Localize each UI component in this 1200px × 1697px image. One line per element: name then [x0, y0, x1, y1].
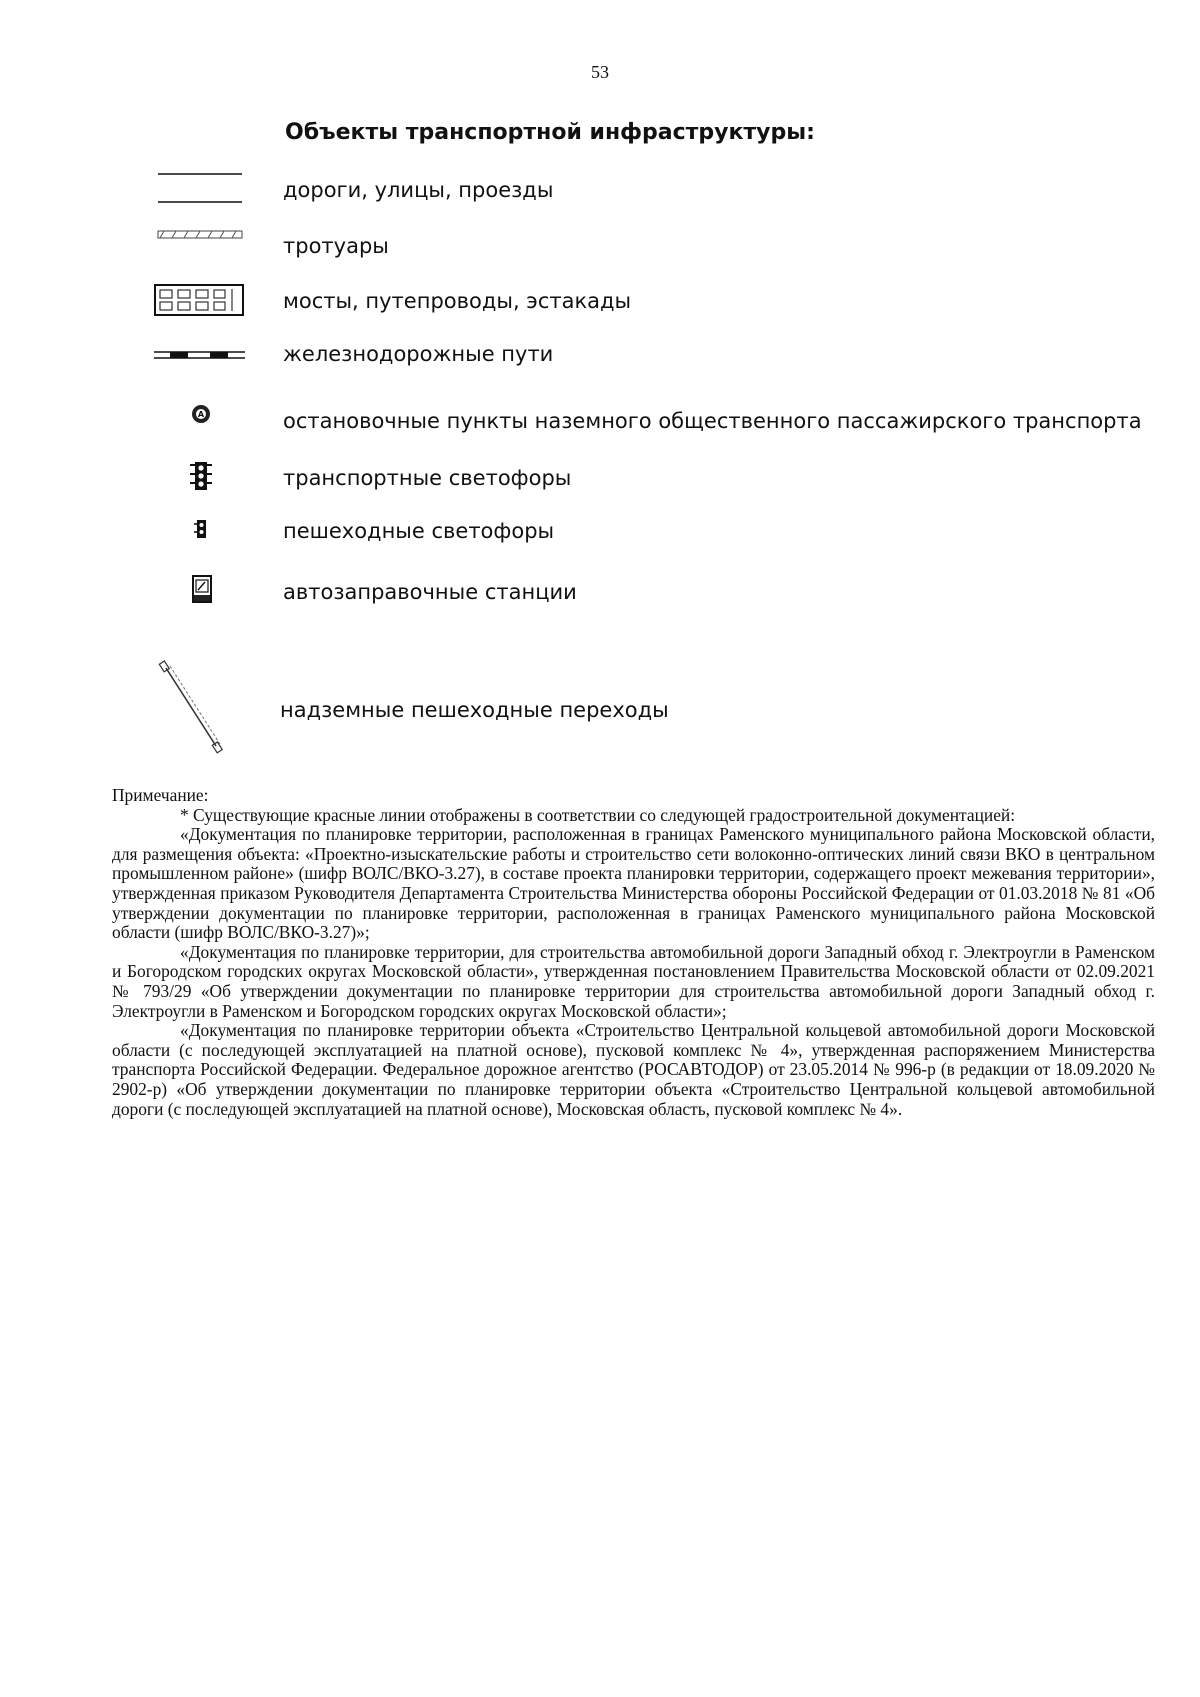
legend-label: остановочные пункты наземного общественного пассажирского транспорта — [283, 409, 1142, 433]
note-heading: Примечание: — [112, 785, 209, 805]
legend-item-gas-stations — [150, 575, 1150, 615]
legend-item-bridges — [150, 283, 1150, 323]
overpass-crossing-icon — [150, 660, 245, 760]
legend-label: транспортные светофоры — [283, 466, 572, 490]
pedestrian-light-icon — [150, 518, 245, 558]
legend-item-sidewalks — [150, 228, 1150, 268]
bus-stop-icon — [150, 403, 245, 443]
note-paragraph: «Документация по планировке территории, расположенная в границах Раменского муниципального района Московской области, для размещения объекта: «Проектно-изыскательские работы и строительство сети волоконно-оптических линий связи ВКО в центральном промышленном районе» (шифр ВОЛС/ВКО-3.27), в составе проекта планировки территории, содержащего проект межевания территории», утвержденная приказом Руководителя Департамента Строительства Министерства обороны Российской Федерации от 01.03.2018 № 81 «Об утверждении документации по планировке территории, расположенная в границах Раменского муниципального района Московской области (шифр ВОЛС/ВКО-3.27)»; — [112, 824, 1155, 943]
bridge-icon — [150, 283, 245, 323]
page-number: 53 — [591, 62, 609, 82]
legend-item-overpass — [150, 660, 1150, 760]
note-paragraph: «Документация по планировке территории, для строительства автомобильной дороги Западный обход г. Электроугли в Раменском и Богородском городских округах Московской области», утвержденная постановлением Правительства Московской области от 02.09.2021 № 793/29 «Об утверждении документации по планировке территории для строительства автомобильной дороги Западный обход г. Электроугли в Раменском и Богородском городских округах Московской области»; — [112, 941, 1155, 1021]
gas-station-icon — [150, 575, 245, 615]
road-lines-icon — [150, 172, 245, 212]
note-paragraph: «Документация по планировке территории объекта «Строительство Центральной кольцевой автомобильной дороги Московской области (с последующей эксплуатацией на платной основе), пусковой комплекс № 4», утвержденная распоряжением Министерства транспорта Российской Федерации. Федеральное дорожное агентство (РОСАВТОДОР) от 23.05.2014 № 996-р (в редакции от 18.09.2020 № 2902-р) «Об утверждении документации по планировке территории объекта «Строительство Центральной кольцевой автомобильной дороги (с последующей эксплуатацией на платной основе), Московская область, пусковой комплекс № 4». — [112, 1020, 1155, 1119]
legend-label: надземные пешеходные переходы — [280, 698, 669, 722]
legend-label: мосты, путепроводы, эстакады — [283, 289, 632, 313]
legend-label: железнодорожные пути — [283, 342, 554, 366]
legend-item-railway — [150, 342, 1150, 388]
legend-item-bus-stops — [150, 403, 1150, 443]
legend-item-traffic-lights — [150, 460, 1150, 500]
svg-text:A: A — [197, 410, 205, 419]
railway-icon — [150, 348, 245, 388]
legend-label: автозаправочные станции — [283, 580, 577, 604]
legend-label: пешеходные светофоры — [283, 519, 555, 543]
note-block — [112, 786, 1155, 1119]
legend-label: дороги, улицы, проезды — [283, 178, 554, 202]
legend-title: Объекты транспортной инфраструктуры: — [285, 120, 815, 145]
traffic-light-icon — [150, 460, 245, 500]
legend-label: тротуары — [283, 234, 389, 258]
sidewalk-hatch-icon — [150, 228, 245, 268]
note-intro: * Существующие красные линии отображены в соответствии со следующей градостроительной документацией: — [180, 804, 1016, 825]
legend-item-roads — [150, 172, 1150, 212]
legend-item-pedestrian-lights — [150, 518, 1150, 558]
